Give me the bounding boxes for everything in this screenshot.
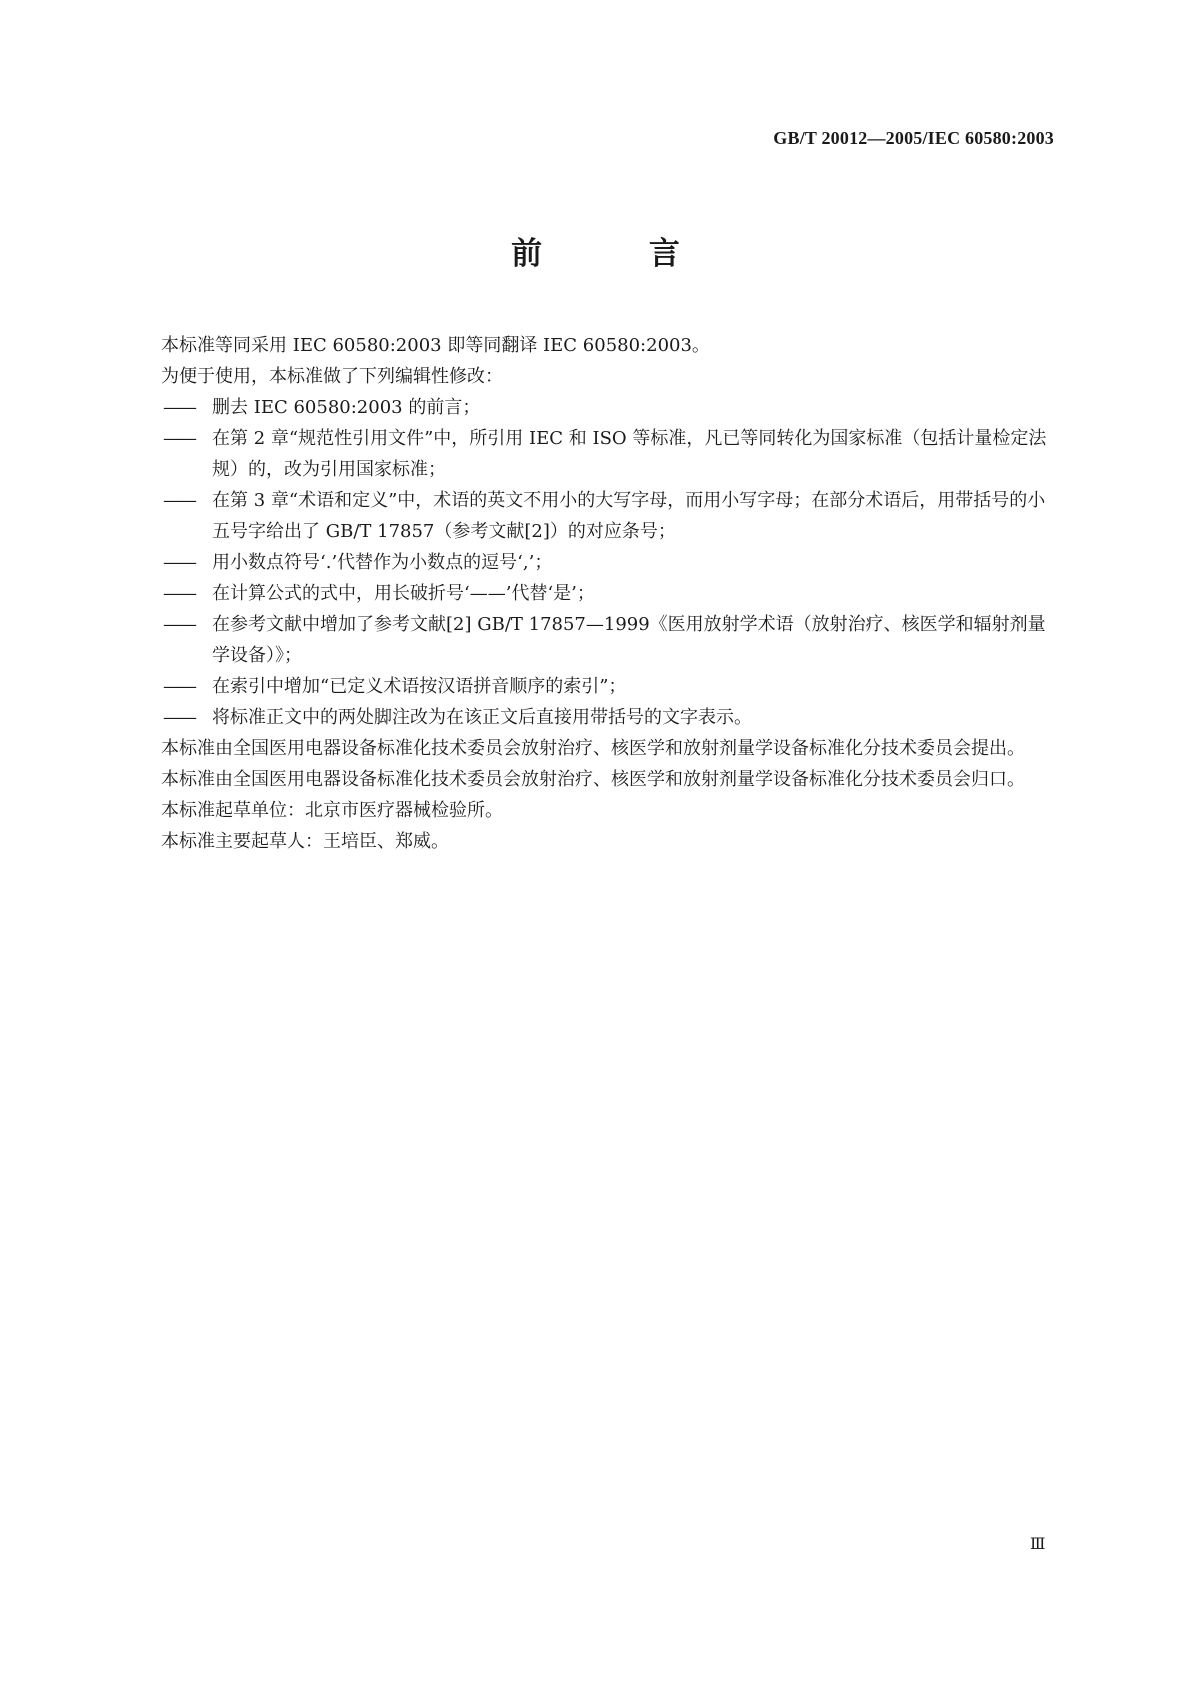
drafters-paragraph: 本标准主要起草人：王培臣、郑威。 bbox=[161, 831, 449, 852]
proposer-paragraph: 本标准由全国医用电器设备标准化技术委员会放射治疗、核医学和放射剂量学设备标准化分技术委员会提出。 bbox=[161, 738, 1025, 759]
list-item-text: 将标准正文中的两处脚注改为在该正文后直接用带括号的文字表示。 bbox=[212, 707, 752, 728]
list-item-text: 在参考文献中增加了参考文献[2] GB/T 17857—1999《医用放射学术语（放射治疗、核医学和辐射剂量学设备）》； bbox=[212, 614, 1046, 666]
administrator-paragraph: 本标准由全国医用电器设备标准化技术委员会放射治疗、核医学和放射剂量学设备标准化分技术委员会归口。 bbox=[161, 769, 1025, 790]
drafting-unit-paragraph: 本标准起草单位：北京市医疗器械检验所。 bbox=[161, 800, 503, 821]
intro-paragraph: 本标准等同采用 IEC 60580:2003 即等同翻译 IEC 60580:2003。 bbox=[161, 335, 710, 356]
list-item bbox=[125, 609, 1061, 671]
foreword-body bbox=[125, 330, 1061, 857]
list-item bbox=[125, 485, 1061, 547]
dash-marker: —— bbox=[163, 614, 195, 635]
page-title: 前 言 bbox=[511, 236, 728, 272]
dash-marker: —— bbox=[163, 490, 195, 511]
dash-marker: —— bbox=[163, 583, 195, 604]
list-item-text: 在第 3 章“术语和定义”中，术语的英文不用小的大写字母，而用小写字母；在部分术语后，用带括号的小五号字给出了 GB/T 17857（参考文献[2]）的对应条号； bbox=[212, 490, 1046, 542]
list-item-text: 在第 2 章“规范性引用文件”中，所引用 IEC 和 ISO 等标准，凡已等同转化为国家标准（包括计量检定法规）的，改为引用国家标准； bbox=[212, 428, 1047, 480]
dash-marker: —— bbox=[163, 552, 195, 573]
list-item bbox=[125, 578, 1061, 609]
list-item bbox=[125, 702, 1061, 733]
dash-marker: —— bbox=[163, 428, 195, 449]
dash-marker: —— bbox=[163, 397, 195, 418]
list-item-text: 用小数点符号‘.’代替作为小数点的逗号‘,’； bbox=[212, 552, 553, 573]
dash-marker: —— bbox=[163, 707, 195, 728]
dash-marker: —— bbox=[163, 676, 195, 697]
list-item-text: 在索引中增加“已定义术语按汉语拼音顺序的索引”； bbox=[212, 676, 627, 697]
list-item-text: 在计算公式的式中，用长破折号‘——’代替‘是’； bbox=[212, 583, 595, 604]
list-item bbox=[125, 547, 1061, 578]
intro-paragraph: 为便于使用，本标准做了下列编辑性修改： bbox=[161, 366, 503, 387]
list-item bbox=[125, 392, 1061, 423]
list-item bbox=[125, 671, 1061, 702]
list-item bbox=[125, 423, 1061, 485]
standard-number-header: GB/T 20012—2005/IEC 60580:2003 bbox=[773, 128, 1054, 148]
list-item-text: 删去 IEC 60580:2003 的前言； bbox=[212, 397, 481, 418]
page-number: Ⅲ bbox=[1030, 1536, 1046, 1553]
